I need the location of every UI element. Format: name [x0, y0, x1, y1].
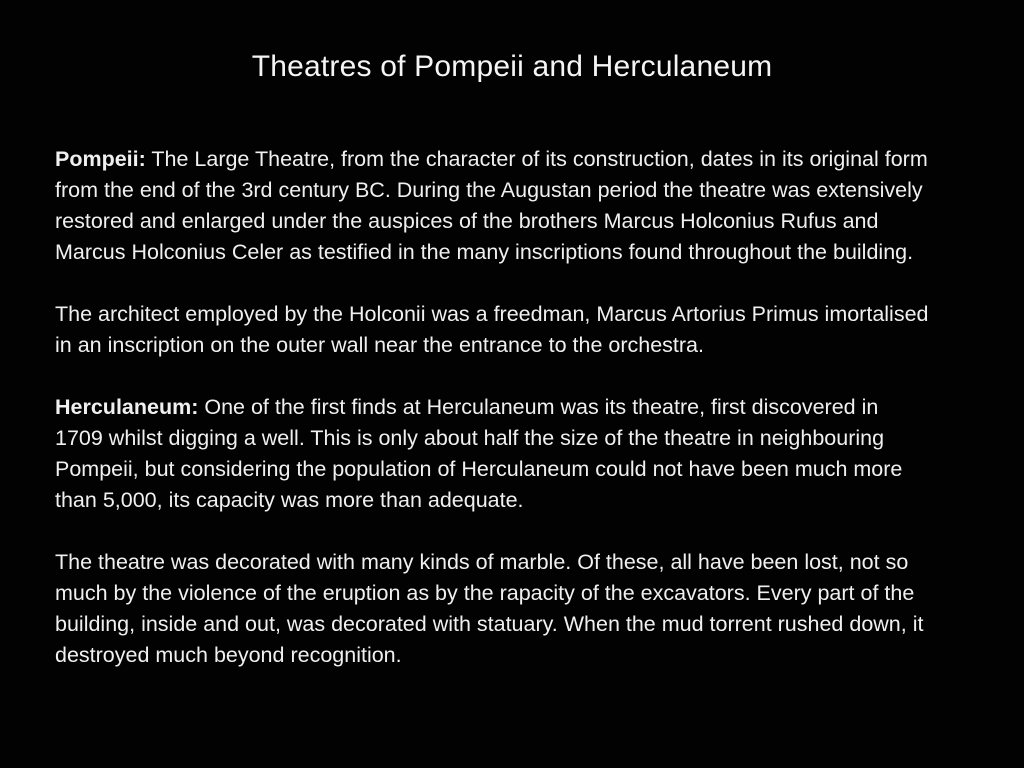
paragraph-text: One of the first finds at Herculaneum was its theatre, first discovered in 1709 whilst digging a well. This is only about half the size of the theatre in neighbouring Pompeii, but considering the population of Herculaneum could not have been much more than 5,000, its capacity was more than adequate.: [55, 395, 903, 512]
paragraph-lead: Herculaneum:: [55, 395, 199, 419]
paragraph-lead: Pompeii:: [55, 147, 146, 171]
slide-body: [0, 144, 1024, 671]
slide-title: Theatres of Pompeii and Herculaneum: [251, 50, 773, 83]
paragraph-pompeii: [55, 144, 929, 268]
paragraph-text: The Large Theatre, from the character of its construction, dates in its original form from the end of the 3rd century BC. During the Augustan period the theatre was extensively restored and enlarged under the auspices of the brothers Marcus Holconius Rufus and Marcus Holconius Celer as testified in the many inscriptions found throughout the building.: [55, 147, 928, 264]
paragraph-text: The theatre was decorated with many kinds of marble. Of these, all have been lost, not so much by the violence of the eruption as by the rapacity of the excavators. Every part of the building, inside and out, was decorated with statuary. When the mud torrent rushed down, it destroyed much beyond recognition.: [55, 550, 924, 667]
paragraph-herculaneum: [55, 392, 929, 516]
paragraph-architect: [55, 299, 929, 361]
paragraph-text: The architect employed by the Holconii was a freedman, Marcus Artorius Primus imortalised in an inscription on the outer wall near the entrance to the orchestra.: [55, 302, 929, 357]
paragraph-decoration: [55, 547, 929, 671]
